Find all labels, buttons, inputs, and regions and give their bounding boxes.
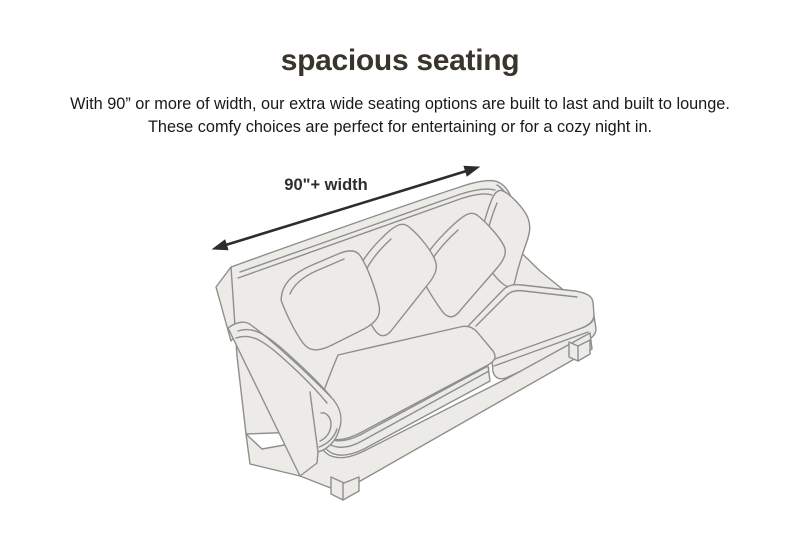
description-line-2: These comfy choices are perfect for entertaining or for a cozy night in.: [147, 118, 653, 136]
description-line-1: With 90” or more of width, our extra wide seating options are built to last and built to lounge.: [70, 95, 730, 113]
page-description: [0, 93, 800, 139]
intro-section: [0, 0, 800, 139]
page-title: spacious seating: [280, 44, 520, 77]
dimension-label: 90"+ width: [284, 176, 368, 194]
